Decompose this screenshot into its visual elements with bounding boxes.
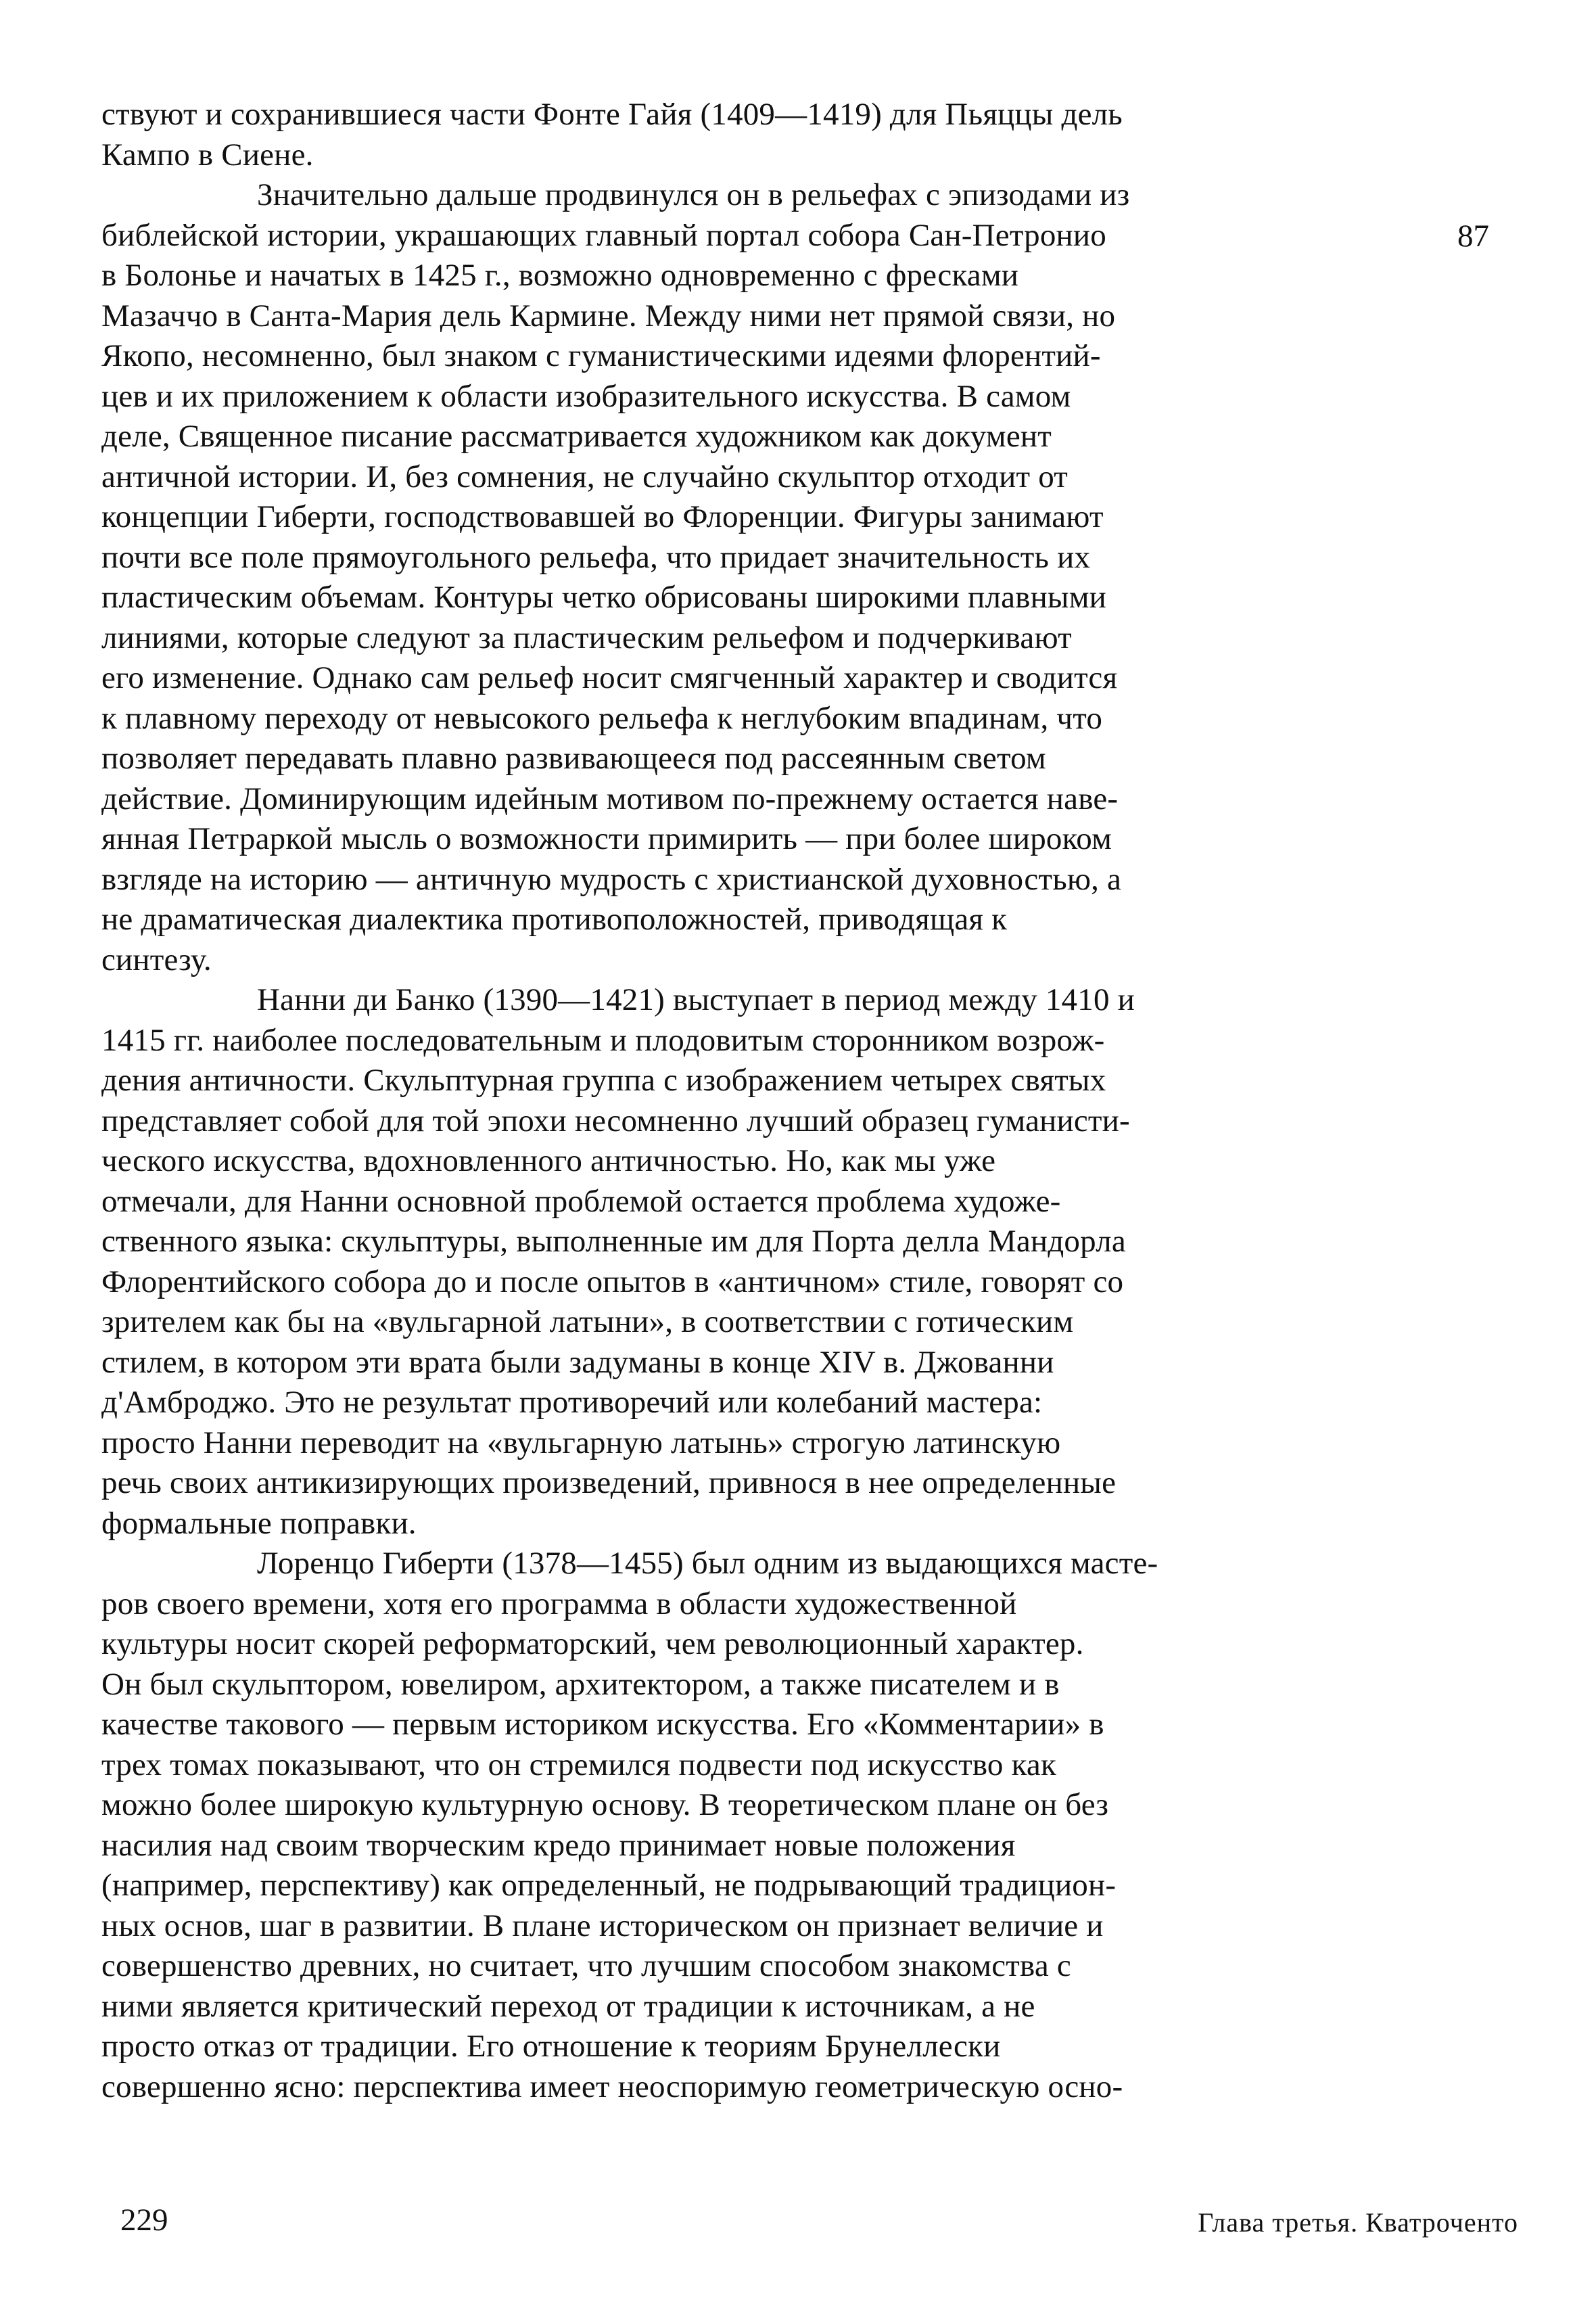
text-line: совершенство древних, но считает, что лучшим способом знакомства с: [101, 1948, 1071, 1983]
text-line: его изменение. Однако сам рельеф носит смягченный характер и сводится: [101, 660, 1118, 695]
text-line: янная Петраркой мысль о возможности примирить — при более широком: [101, 821, 1112, 856]
running-footer: Глава третья. Кватроченто: [1198, 2207, 1518, 2238]
text-line: Флорентийского собора до и после опытов в «античном» стиле, говорят со: [101, 1264, 1124, 1299]
text-line: Кампо в Сиене.: [101, 137, 314, 172]
text-line: формальные поправки.: [101, 1505, 417, 1541]
text-line: просто отказ от традиции. Его отношение к теориям Брунеллески: [101, 2029, 1001, 2064]
paragraph-first-line: Нанни ди Банко (1390—1421) выступает в период между 1410 и: [257, 982, 1135, 1017]
text-line: в Болонье и начатых в 1425 г., возможно одновременно с фресками: [101, 258, 1019, 293]
text-line: представляет собой для той эпохи несомненно лучший образец гуманисти-: [101, 1103, 1130, 1138]
text-line: д'Амброджо. Это не результат противоречий или колебаний мастера:: [101, 1385, 1043, 1420]
text-line: (например, перспективу) как определенный, не подрывающий традицион-: [101, 1868, 1117, 1903]
body-text: [101, 95, 1427, 2107]
text-line: пластическим объемам. Контуры четко обрисованы широкими плавными: [101, 580, 1107, 615]
text-line: Мазаччо в Санта-Мария дель Кармине. Между ними нет прямой связи, но: [101, 298, 1116, 333]
text-line: Он был скульптором, ювелиром, архитектором, а также писателем и в: [101, 1666, 1060, 1702]
page-number: 229: [120, 2202, 168, 2238]
margin-page-reference: 87: [1457, 218, 1489, 254]
text-line: речь своих антикизирующих произведений, привнося в нее определенные: [101, 1465, 1117, 1500]
text-line: стилем, в котором эти врата были задуманы в конце XIV в. Джованни: [101, 1344, 1054, 1380]
text-line: линиями, которые следуют за пластическим рельефом и подчеркивают: [101, 620, 1072, 655]
text-line: почти все поле прямоугольного рельефа, что придает значительность их: [101, 539, 1091, 575]
text-line: 1415 гг. наиболее последовательным и плодовитым сторонником возрож-: [101, 1022, 1105, 1058]
text-line: Якопо, несомненно, был знаком с гуманистическими идеями флорентий-: [101, 338, 1101, 373]
paragraph-first-line: Значительно дальше продвинулся он в рельефах с эпизодами из: [257, 177, 1130, 212]
text-line: культуры носит скорей реформаторский, чем революционный характер.: [101, 1626, 1084, 1661]
text-line: можно более широкую культурную основу. В теоретическом плане он без: [101, 1787, 1109, 1822]
text-line: качестве такового — первым историком искусства. Его «Комментарии» в: [101, 1707, 1104, 1742]
text-line: не драматическая диалектика противоположностей, приводящая к: [101, 902, 1008, 937]
text-line: концепции Гиберти, господствовавшей во Флоренции. Фигуры занимают: [101, 499, 1104, 534]
text-line: античной истории. И, без сомнения, не случайно скульптор отходит от: [101, 459, 1069, 494]
text-line: позволяет передавать плавно развивающееся под рассеянным светом: [101, 741, 1046, 776]
text-line: зрителем как бы на «вульгарной латыни», в соответствии с готическим: [101, 1304, 1074, 1339]
text-line: цев и их приложением к области изобразительного искусства. В самом: [101, 378, 1071, 414]
text-line: ров своего времени, хотя его программа в области художественной: [101, 1586, 1017, 1621]
text-line: к плавному переходу от невысокого рельефа к неглубоким впадинам, что: [101, 700, 1103, 736]
text-line: трех томах показывают, что он стремился подвести под искусство как: [101, 1747, 1057, 1782]
text-line: синтезу.: [101, 942, 212, 977]
text-line: взгляде на историю — античную мудрость с христианской духовностью, а: [101, 861, 1122, 897]
text-line: дения античности. Скульптурная группа с изображением четырех святых: [101, 1063, 1106, 1098]
text-line: ческого искусства, вдохновленного античностью. Но, как мы уже: [101, 1143, 996, 1178]
text-line: отмечали, для Нанни основной проблемой остается проблема художе-: [101, 1183, 1061, 1219]
text-line: насилия над своим творческим кредо принимает новые положения: [101, 1827, 1016, 1863]
text-line: действие. Доминирующим идейным мотивом по-прежнему остается наве-: [101, 781, 1119, 816]
text-line: ственного языка: скульптуры, выполненные им для Порта делла Мандорла: [101, 1224, 1126, 1259]
text-line: совершенно ясно: перспектива имеет неоспоримую геометрическую осно-: [101, 2069, 1123, 2104]
text-line: деле, Священное писание рассматривается художником как документ: [101, 419, 1052, 454]
text-line: просто Нанни переводит на «вульгарную латынь» строгую латинскую: [101, 1425, 1061, 1460]
text-line: ними является критический переход от традиции к источникам, а не: [101, 1988, 1035, 2024]
text-line: ных основ, шаг в развитии. В плане историческом он признает величие и: [101, 1908, 1104, 1943]
paragraph-first-line: Лоренцо Гиберти (1378—1455) был одним из выдающихся масте-: [257, 1546, 1158, 1581]
text-line: библейской истории, украшающих главный портал собора Сан-Петронио: [101, 217, 1106, 253]
text-line: ствуют и сохранившиеся части Фонте Гайя (1409—1419) для Пьяццы дель: [101, 97, 1123, 132]
